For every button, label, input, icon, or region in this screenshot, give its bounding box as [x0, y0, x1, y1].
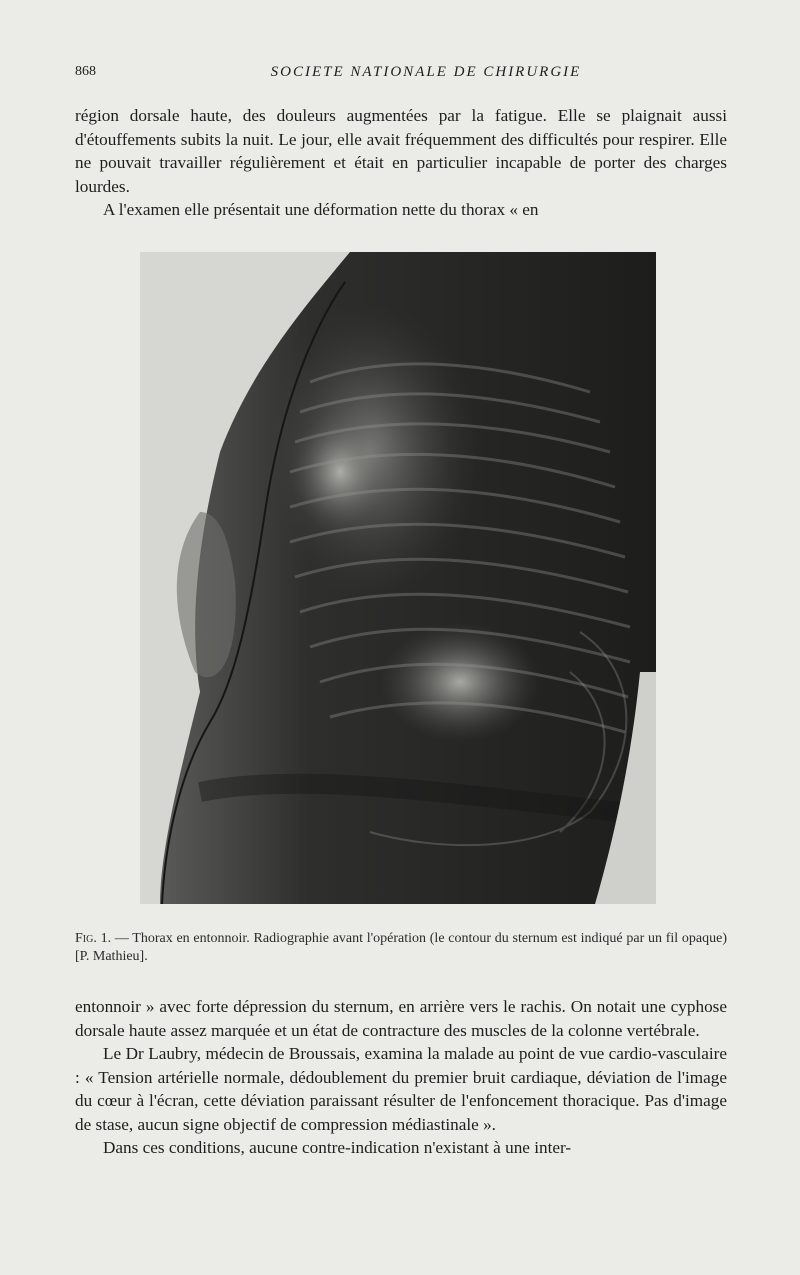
- page-number: 868: [75, 64, 96, 79]
- paragraph: région dorsale haute, des douleurs augmentées par la fatigue. Elle se plaignait aussi d'étouffements subits la nuit. Le jour, elle avait fréquemment des difficultés pour respirer. Elle ne pouvait travailler régulièrement et était en particulier incapable de porter des charges lourdes.: [75, 106, 727, 196]
- body-text-top: [75, 104, 727, 222]
- page-header: [75, 64, 727, 86]
- thorax-radiograph-image: [140, 252, 656, 904]
- figure-caption-text: — Thorax en entonnoir. Radiographie avant l'opération (le contour du sternum est indiqué par un fil opaque) [P. Mathieu].: [75, 931, 727, 964]
- figure-caption: [75, 930, 727, 966]
- body-text-bottom: [75, 995, 727, 1160]
- paragraph: Le Dr Laubry, médecin de Broussais, examina la malade au point de vue cardio-vasculaire : « Tension artérielle normale, dédoublement du premier bruit cardiaque, déviation de l'image du cœur à l'écran, cette déviation paraissant résulter de l'enfoncement thoracique. Pas d'image de stase, aucun signe objectif de compression médiastinale ».: [75, 1044, 727, 1134]
- paragraph: A l'examen elle présentait une déformation nette du thorax « en: [103, 200, 539, 219]
- paragraph: entonnoir » avec forte dépression du sternum, en arrière vers le rachis. On notait une cyphose dorsale haute assez marquée et un état de contracture des muscles de la colonne vertébrale.: [75, 997, 727, 1040]
- running-title: SOCIETE NATIONALE DE CHIRURGIE: [270, 64, 582, 80]
- xray-figure: [140, 252, 656, 904]
- paragraph: Dans ces conditions, aucune contre-indication n'existant à une inter-: [103, 1138, 572, 1157]
- figure-label: Fig. 1.: [75, 931, 112, 946]
